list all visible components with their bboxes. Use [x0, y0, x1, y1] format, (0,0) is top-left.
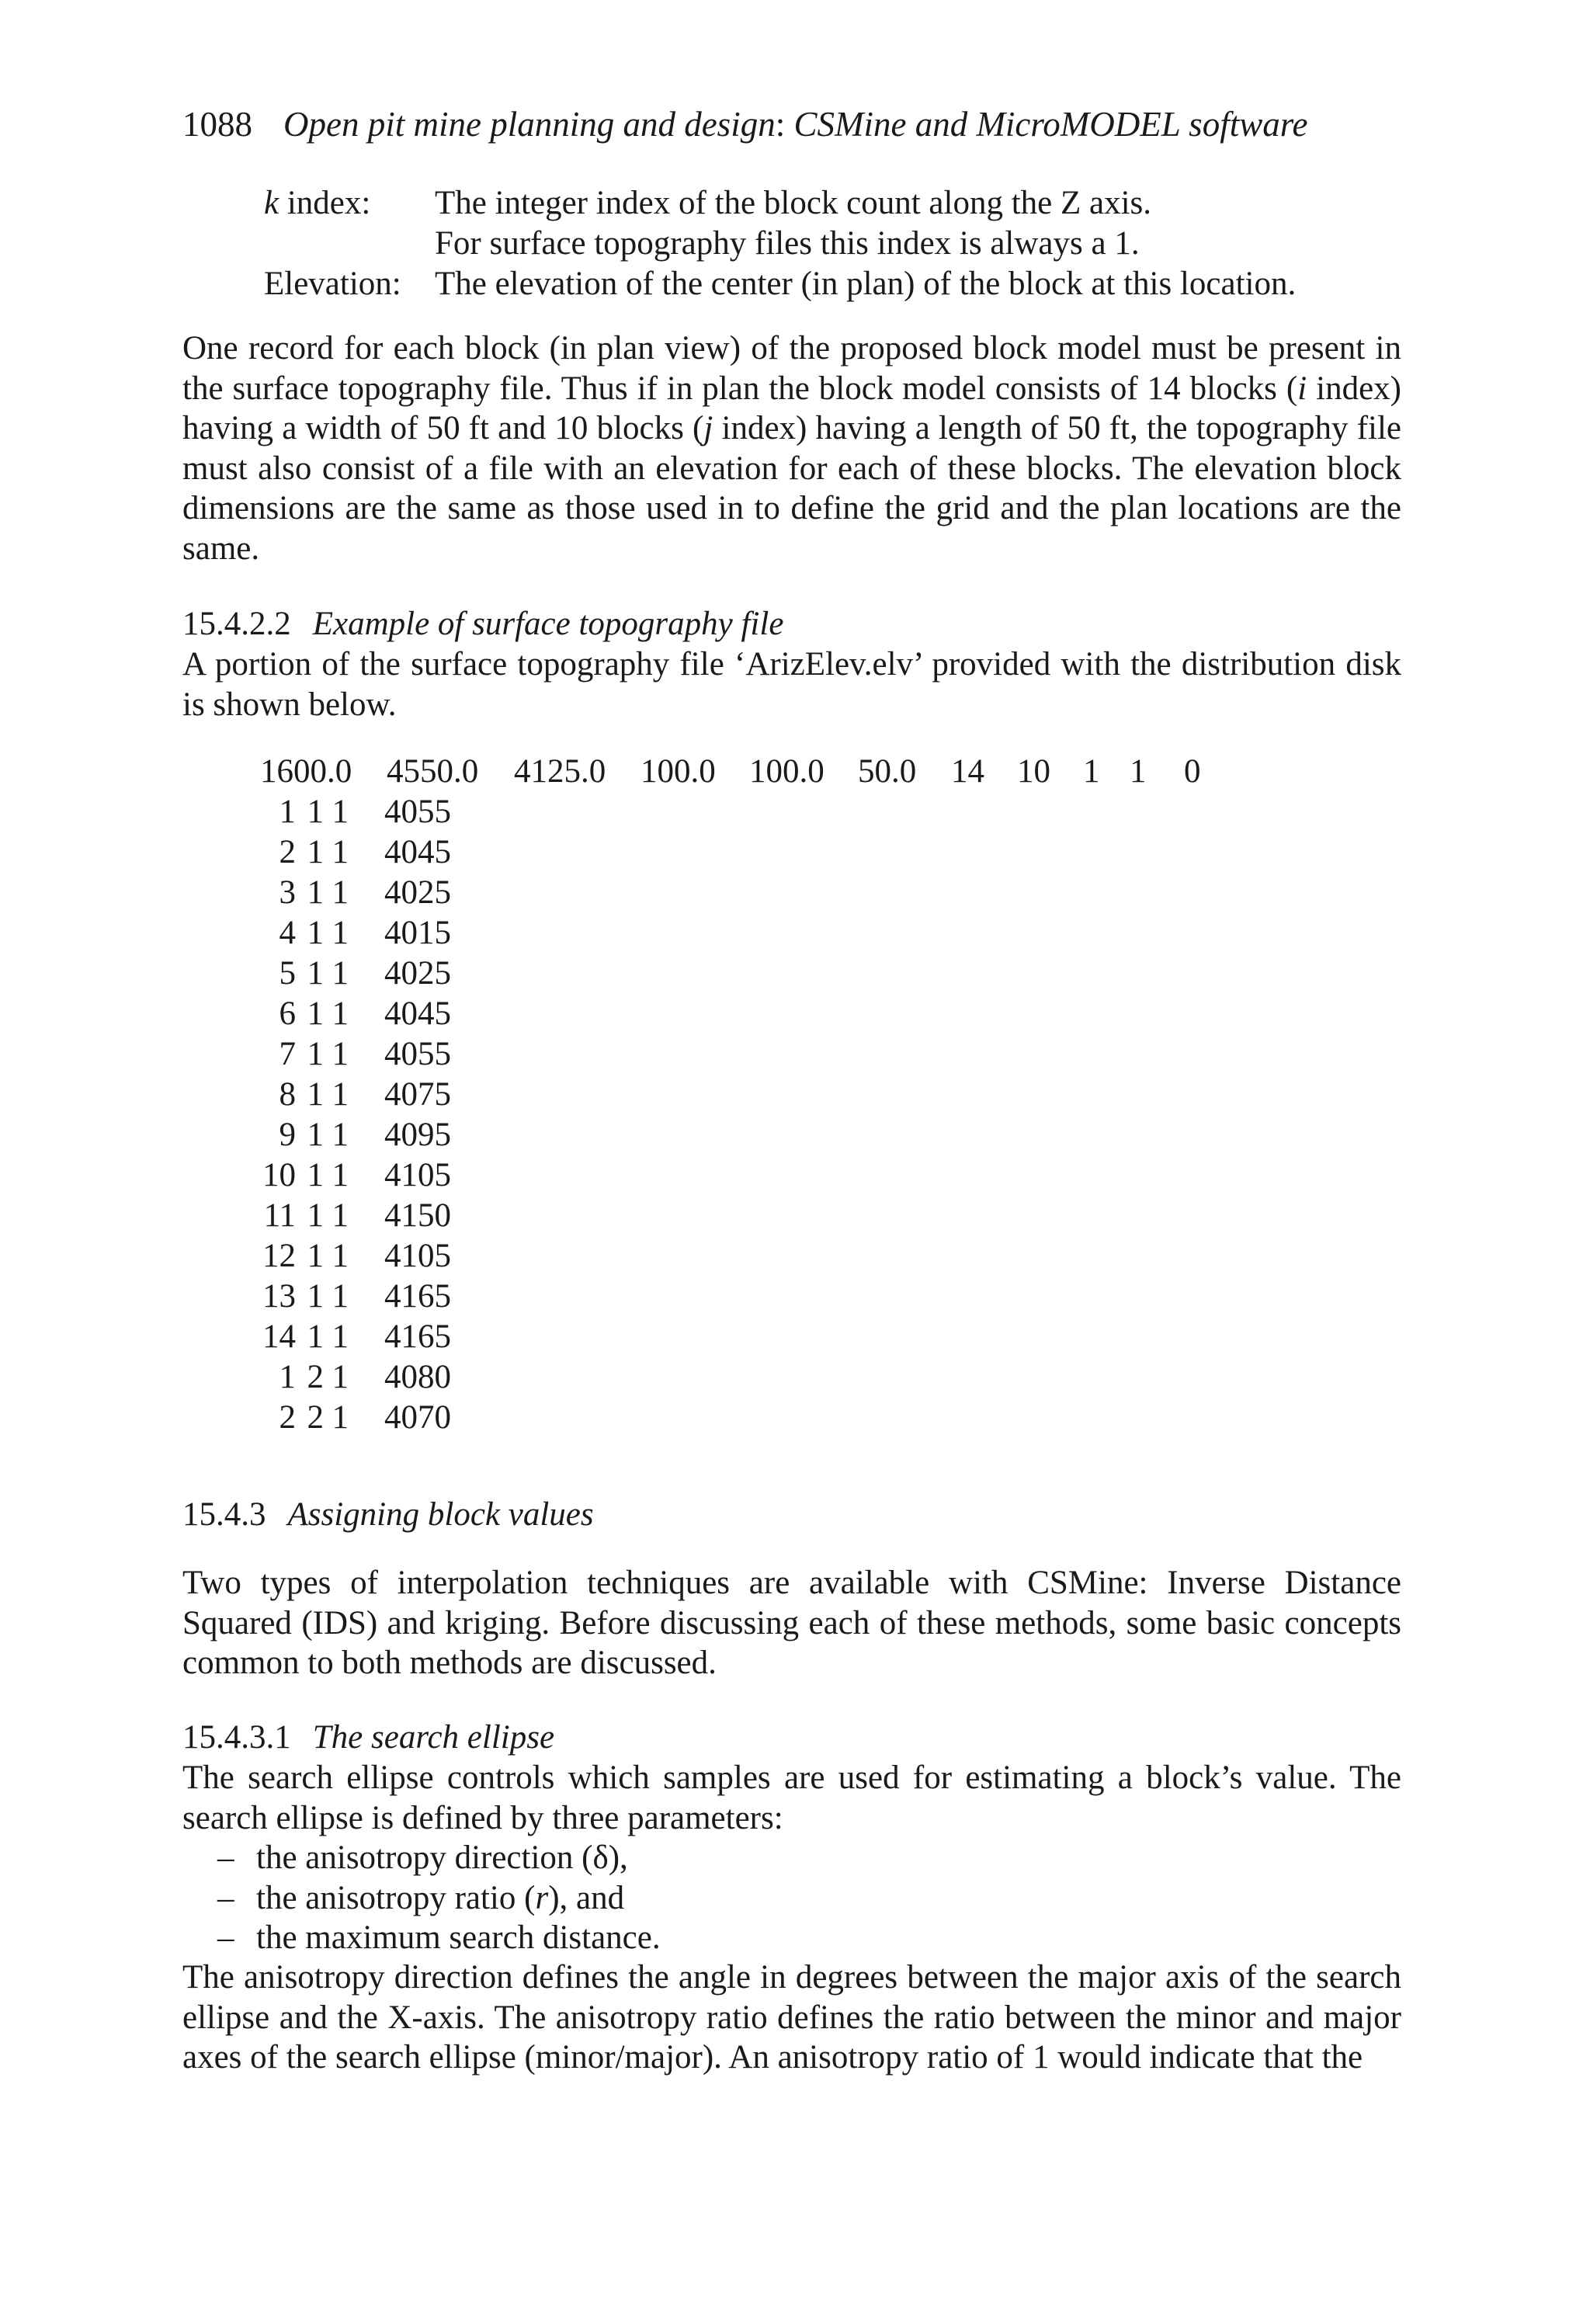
data-cell-elevation: 4080 [384, 1359, 451, 1395]
header-value: 0 [1184, 753, 1201, 790]
data-cell-i-index: 5 [279, 955, 296, 992]
data-cell-j-index: 1 [307, 1076, 324, 1113]
list-item-text: the anisotropy direction (δ), [256, 1839, 628, 1876]
data-cell-k-index: 1 [332, 834, 349, 870]
list-item-text: the maximum search distance. [256, 1919, 661, 1956]
data-cell-k-index: 1 [332, 1318, 349, 1355]
data-cell-k-index: 1 [332, 1036, 349, 1072]
data-cell-k-index: 1 [332, 874, 349, 911]
data-cell-i-index: 2 [279, 1399, 296, 1436]
section-title: The search ellipse [312, 1719, 555, 1756]
section-title: Assigning block values [287, 1496, 594, 1533]
definition-text: For surface topography files this index is always a 1. [435, 225, 1140, 262]
data-cell-j-index: 1 [307, 1197, 324, 1234]
header-value: 1600.0 [260, 753, 352, 790]
data-cell-k-index: 1 [332, 794, 349, 830]
data-cell-j-index: 1 [307, 1238, 324, 1274]
data-cell-j-index: 1 [307, 1157, 324, 1193]
data-cell-j-index: 1 [307, 1036, 324, 1072]
dash-bullet: – [217, 1919, 234, 1956]
page-number: 1088 [182, 105, 252, 144]
data-cell-elevation: 4095 [384, 1117, 451, 1153]
data-cell-j-index: 2 [307, 1359, 324, 1395]
term-variable: k [264, 185, 279, 221]
data-cell-i-index: 14 [262, 1318, 296, 1355]
data-cell-j-index: 1 [307, 1318, 324, 1355]
data-cell-j-index: 1 [307, 1278, 324, 1315]
section-heading-15-4-2-2 [182, 604, 783, 644]
dash-bullet: – [217, 1879, 234, 1916]
data-cell-k-index: 1 [332, 1359, 349, 1395]
list-item-text: the anisotropy ratio (r), and [256, 1879, 625, 1916]
data-cell-k-index: 1 [332, 1197, 349, 1234]
paragraph-anisotropy [182, 1958, 1401, 2078]
paragraph-text: The anisotropy direction defines the angle in degrees between the major axis of the search ellipse and the X-axis. The anisotropy ratio defines the ratio between the minor and major axes of the search ellipse (minor/major). An anisotropy ratio of 1 would indicate that the [182, 1959, 1401, 2076]
header-value: 10 [1017, 753, 1050, 790]
definition-term: Elevation: [264, 266, 401, 302]
paragraph-text: Two types of interpolation techniques are available with CSMine: Inverse Distance Squared (IDS) and kriging. Before discussing each of these methods, some basic concepts common to both methods are discussed. [182, 1565, 1401, 1681]
data-cell-i-index: 8 [279, 1076, 296, 1113]
data-cell-j-index: 1 [307, 794, 324, 830]
paragraph-text: One record for each block (in plan view) of the proposed block model must be present in the surface topography file. Thus if in plan the block model consists of 14 blocks (i index) having a width of 50 ft and 10 blocks (j index) having a length of 50 ft, the topography file must also consist of a file with an elevation for each of these blocks. The elevation block dimensions are the same as those used in to define the grid and the plan locations are the same. [182, 330, 1401, 567]
data-cell-i-index: 7 [279, 1036, 296, 1072]
data-cell-k-index: 1 [332, 1278, 349, 1315]
definition-text: The elevation of the center (in plan) of the block at this location. [435, 266, 1297, 302]
data-cell-elevation: 4055 [384, 794, 451, 830]
dash-bullet: – [217, 1839, 234, 1876]
math-variable: r [535, 1879, 549, 1916]
data-cell-k-index: 1 [332, 955, 349, 992]
data-cell-j-index: 2 [307, 1399, 324, 1436]
paragraph-interpolation [182, 1563, 1401, 1683]
paragraph-topography-records [182, 328, 1401, 568]
running-head: 1088 Open pit mine planning and design: CSMine and MicroMODEL software [182, 105, 1308, 144]
section-number: 15.4.3.1 [182, 1719, 291, 1756]
data-cell-elevation: 4045 [384, 834, 451, 870]
data-cell-i-index: 1 [279, 794, 296, 830]
data-cell-k-index: 1 [332, 1157, 349, 1193]
data-cell-j-index: 1 [307, 995, 324, 1032]
data-cell-elevation: 4105 [384, 1157, 451, 1193]
data-cell-j-index: 1 [307, 834, 324, 870]
header-value: 100.0 [749, 753, 825, 790]
header-value: 4125.0 [514, 753, 606, 790]
header-value: 14 [951, 753, 984, 790]
data-cell-elevation: 4025 [384, 874, 451, 911]
section-heading-15-4-3 [182, 1495, 594, 1535]
data-cell-elevation: 4165 [384, 1278, 451, 1315]
data-cell-i-index: 4 [279, 915, 296, 951]
header-value: 4550.0 [387, 753, 479, 790]
definition-text: The integer index of the block count along the Z axis. [435, 185, 1152, 221]
data-cell-elevation: 4150 [384, 1197, 451, 1234]
section-title: Example of surface topography file [312, 606, 784, 642]
data-cell-i-index: 2 [279, 834, 296, 870]
data-cell-j-index: 1 [307, 915, 324, 951]
paragraph-text: A portion of the surface topography file ‘ArizElev.elv’ provided with the distribution disk is shown below. [182, 646, 1401, 723]
data-cell-elevation: 4055 [384, 1036, 451, 1072]
data-cell-i-index: 3 [279, 874, 296, 911]
section-heading-15-4-3-1 [182, 1718, 554, 1758]
data-cell-elevation: 4015 [384, 915, 451, 951]
math-variable: i [1297, 370, 1307, 407]
data-cell-k-index: 1 [332, 1076, 349, 1113]
data-cell-elevation: 4105 [384, 1238, 451, 1274]
data-cell-k-index: 1 [332, 1399, 349, 1436]
definition-term [264, 183, 370, 224]
data-cell-i-index: 12 [262, 1238, 296, 1274]
data-cell-i-index: 1 [279, 1359, 296, 1395]
data-cell-k-index: 1 [332, 915, 349, 951]
data-cell-elevation: 4025 [384, 955, 451, 992]
paragraph-search-ellipse [182, 1758, 1401, 1838]
data-cell-elevation: 4165 [384, 1318, 451, 1355]
running-subtitle: CSMine and MicroMODEL software [793, 105, 1308, 144]
data-cell-elevation: 4075 [384, 1076, 451, 1113]
header-value: 100.0 [641, 753, 716, 790]
header-value: 1 [1130, 753, 1147, 790]
data-cell-i-index: 11 [263, 1197, 296, 1234]
data-cell-i-index: 6 [279, 995, 296, 1032]
section-number: 15.4.2.2 [182, 606, 291, 642]
data-cell-elevation: 4070 [384, 1399, 451, 1436]
data-cell-k-index: 1 [332, 1117, 349, 1153]
data-cell-elevation: 4045 [384, 995, 451, 1032]
data-cell-i-index: 10 [262, 1157, 296, 1193]
data-cell-k-index: 1 [332, 1238, 349, 1274]
data-cell-j-index: 1 [307, 874, 324, 911]
data-cell-j-index: 1 [307, 1117, 324, 1153]
term-label: index: [279, 185, 371, 221]
running-title: Open pit mine planning and design [283, 105, 776, 144]
data-cell-k-index: 1 [332, 995, 349, 1032]
header-value: 50.0 [858, 753, 917, 790]
header-value: 1 [1083, 753, 1100, 790]
paragraph-file-intro [182, 644, 1401, 724]
paragraph-text: The search ellipse controls which samples are used for estimating a block’s value. The search ellipse is defined by three parameters: [182, 1760, 1401, 1836]
data-cell-i-index: 13 [262, 1278, 296, 1315]
math-variable: j [703, 410, 713, 446]
data-cell-i-index: 9 [279, 1117, 296, 1153]
data-cell-j-index: 1 [307, 955, 324, 992]
section-number: 15.4.3 [182, 1496, 266, 1533]
